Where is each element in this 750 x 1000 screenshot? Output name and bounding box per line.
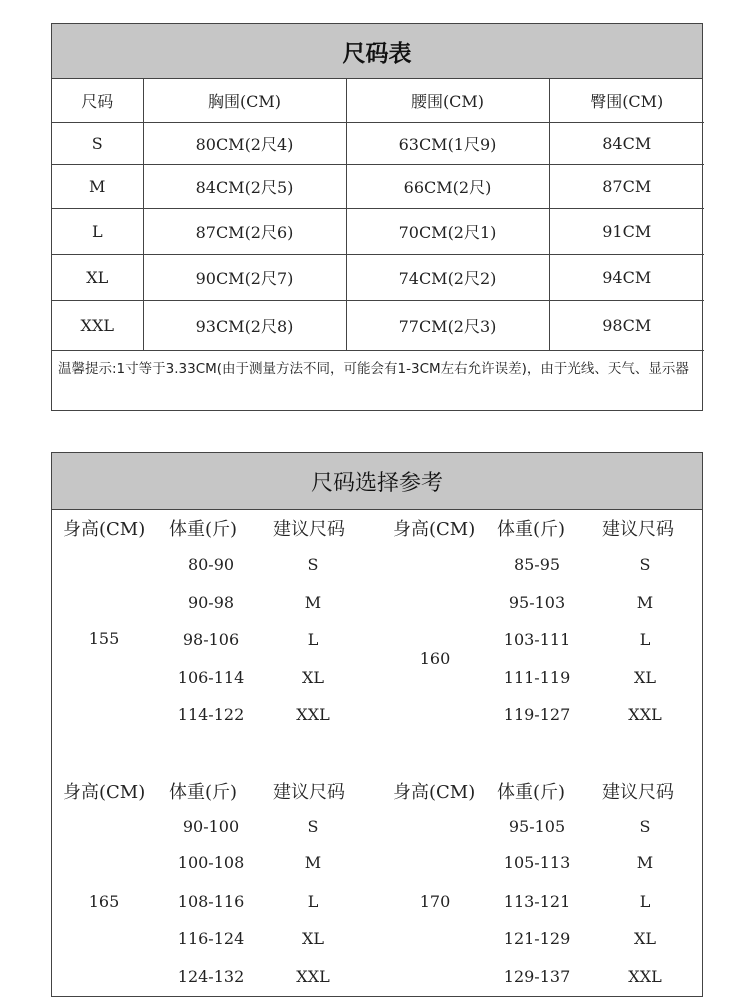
suggested-size: S [639, 555, 651, 574]
header-weight: 体重(斤) [497, 519, 566, 540]
cell-chest: 84CM(2尺5) [143, 164, 346, 208]
suggested-size: XL [633, 929, 657, 948]
header-height: 身高(CM) [393, 782, 476, 803]
table-row [52, 164, 704, 208]
header-chest: 胸围(CM) [143, 79, 346, 122]
suggested-size: S [639, 817, 651, 836]
weight-range: 98-106 [182, 630, 240, 649]
weight-range: 80-90 [187, 555, 235, 574]
weight-range: 119-127 [503, 705, 571, 724]
table-row [52, 122, 704, 164]
cell-chest: 90CM(2尺7) [143, 254, 346, 300]
suggested-size: L [639, 892, 651, 911]
suggested-size: XXL [628, 705, 662, 724]
cell-size: XXL [52, 300, 143, 350]
weight-range: 105-113 [503, 853, 571, 872]
header-height: 身高(CM) [63, 519, 146, 540]
suggested-size: M [304, 593, 322, 612]
header-hip: 臀围(CM) [549, 79, 704, 122]
header-weight: 体重(斤) [169, 519, 238, 540]
cell-chest: 93CM(2尺8) [143, 300, 346, 350]
weight-range: 121-129 [503, 929, 571, 948]
weight-range: 106-114 [177, 668, 245, 687]
cell-hip: 87CM [549, 164, 704, 208]
suggested-size: XL [633, 668, 657, 687]
weight-range: 108-116 [177, 892, 245, 911]
height-value: 165 [88, 892, 120, 911]
header-suggested-size: 建议尺码 [273, 519, 345, 540]
cell-waist: 63CM(1尺9) [346, 122, 549, 164]
suggested-size: XXL [296, 705, 330, 724]
suggested-size: XL [301, 668, 325, 687]
weight-range: 114-122 [177, 705, 245, 724]
table-row [52, 254, 704, 300]
size-guide-title: 尺码选择参考 [52, 453, 702, 510]
cell-waist: 66CM(2尺) [346, 164, 549, 208]
weight-range: 103-111 [503, 630, 571, 649]
weight-range: 124-132 [177, 967, 245, 986]
weight-range: 90-100 [182, 817, 240, 836]
header-size: 尺码 [52, 79, 143, 122]
cell-size: L [52, 208, 143, 254]
cell-size: XL [52, 254, 143, 300]
cell-hip: 91CM [549, 208, 704, 254]
size-chart-table [52, 79, 704, 351]
header-height: 身高(CM) [63, 782, 146, 803]
weight-range: 116-124 [177, 929, 245, 948]
suggested-size: L [307, 892, 319, 911]
table-header-row [52, 79, 704, 122]
suggested-size: L [639, 630, 651, 649]
size-tip-note: 温馨提示:1寸等于3.33CM(由于测量方法不同，可能会有1-3CM左右允许误差)，由于光线、天气、显示器 [58, 360, 689, 377]
cell-waist: 77CM(2尺3) [346, 300, 549, 350]
cell-size: S [52, 122, 143, 164]
header-weight: 体重(斤) [497, 782, 566, 803]
suggested-size: M [636, 853, 654, 872]
header-height: 身高(CM) [393, 519, 476, 540]
table-row [52, 300, 704, 350]
header-weight: 体重(斤) [169, 782, 238, 803]
height-value: 160 [419, 649, 451, 668]
height-value: 155 [88, 629, 120, 648]
cell-hip: 94CM [549, 254, 704, 300]
weight-range: 95-103 [508, 593, 566, 612]
suggested-size: XXL [296, 967, 330, 986]
table-row [52, 208, 704, 254]
suggested-size: S [307, 817, 319, 836]
size-chart-title: 尺码表 [52, 24, 702, 79]
cell-hip: 98CM [549, 300, 704, 350]
suggested-size: M [304, 853, 322, 872]
cell-hip: 84CM [549, 122, 704, 164]
header-suggested-size: 建议尺码 [602, 782, 674, 803]
cell-waist: 70CM(2尺1) [346, 208, 549, 254]
weight-range: 129-137 [503, 967, 571, 986]
suggested-size: L [307, 630, 319, 649]
size-chart-panel [51, 23, 703, 411]
header-waist: 腰围(CM) [346, 79, 549, 122]
weight-range: 100-108 [177, 853, 245, 872]
cell-size: M [52, 164, 143, 208]
suggested-size: XL [301, 929, 325, 948]
suggested-size: M [636, 593, 654, 612]
weight-range: 111-119 [503, 668, 571, 687]
header-suggested-size: 建议尺码 [602, 519, 674, 540]
header-suggested-size: 建议尺码 [273, 782, 345, 803]
weight-range: 90-98 [187, 593, 235, 612]
height-value: 170 [419, 892, 451, 911]
suggested-size: XXL [628, 967, 662, 986]
cell-waist: 74CM(2尺2) [346, 254, 549, 300]
weight-range: 95-105 [508, 817, 566, 836]
suggested-size: S [307, 555, 319, 574]
cell-chest: 87CM(2尺6) [143, 208, 346, 254]
weight-range: 85-95 [513, 555, 561, 574]
weight-range: 113-121 [503, 892, 571, 911]
cell-chest: 80CM(2尺4) [143, 122, 346, 164]
